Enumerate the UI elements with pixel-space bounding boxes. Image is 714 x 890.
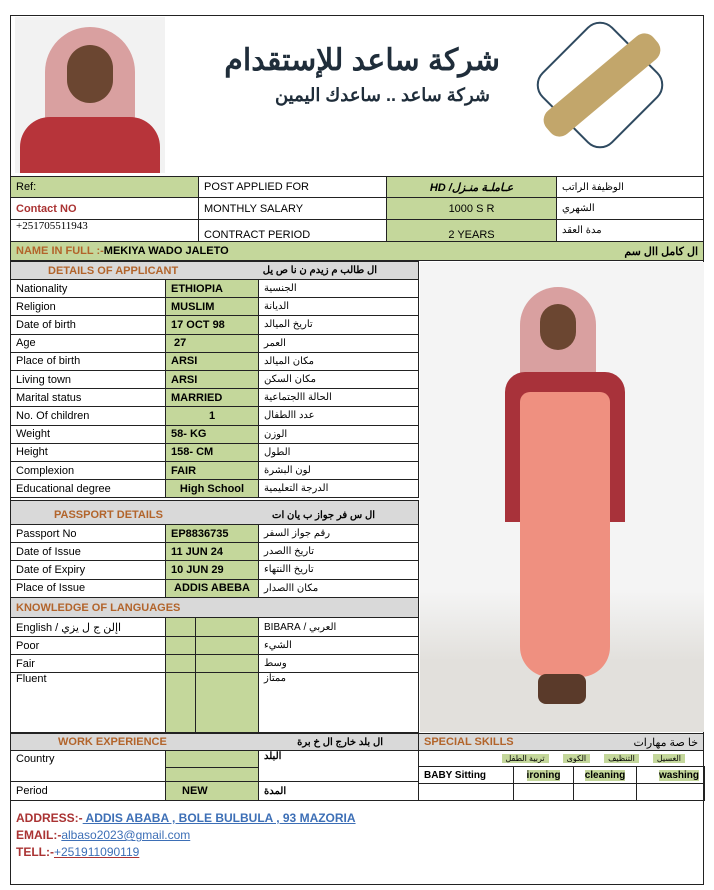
email-link[interactable]: albaso2023@gmail.com [61,828,191,842]
language-level-cell [165,654,196,673]
details-title: DETAILS OF APPLICANT [48,264,179,277]
work-header [10,733,419,751]
skill-check-cell [636,783,705,801]
row-ar: تاريخ االصدر [258,542,419,561]
logo-subtitle: شركة ساعد .. ساعدك اليمين [274,85,490,105]
row-value: 158- CM [165,443,259,462]
company-logo [180,25,700,145]
row-label: Religion [10,297,166,316]
post-applied-label: POST APPLIED FOR [198,176,387,198]
row-label: Date of birth [10,315,166,334]
address-label: ADDRESS:- [16,811,83,825]
row-label: Passport No [10,524,166,543]
footer-contact [16,810,356,861]
name-label: NAME IN FULL :- [16,245,104,257]
tel-label: TELL:- [16,845,54,859]
skill-baby-sitting [418,766,514,784]
language-level-cell [195,654,259,673]
contract-period-label: CONTRACT PERIOD [198,219,387,242]
row-label: Height [10,443,166,462]
language-label: Fluent [10,672,166,733]
row-value: ADDIS ABEBA [165,579,259,598]
language-ar: العربي / BIBARA [258,617,419,637]
contract-period-value: 2 YEARS [386,219,557,242]
email-line [16,827,356,844]
language-ar: ممتاز [258,672,419,733]
row-label: Date of Expiry [10,560,166,579]
name-row [10,241,704,261]
skill-ar-cleaning: التنظيف [604,754,639,763]
row-label: Date of Issue [10,542,166,561]
skill-label: washing [658,769,699,781]
row-value: 1 [165,406,259,425]
language-ar: الشيء [258,636,419,655]
row-ar: تاريخ االنتهاء [258,560,419,579]
row-ar: الديانة [258,297,419,316]
skill-ironing [513,766,574,784]
row-ar: الجنسية [258,279,419,298]
skill-washing [636,766,705,784]
passport-header [10,500,419,525]
row-value: ARSI [165,352,259,371]
skills-header [418,733,704,751]
skill-label: cleaning [584,769,626,781]
language-level-cell [165,636,196,655]
monthly-salary-value: 1000 S R [386,197,557,220]
contact-phone: +251705511943 [10,219,199,242]
skills-ar-row [418,750,704,767]
monthly-salary-ar: الشهري [556,197,704,220]
skills-title-ar: خا صة مهارات [633,736,698,749]
name-value: MEKIYA WADO JALETO [103,245,229,257]
contract-period-ar: مدة العقد [556,219,704,242]
row-label: Marital status [10,388,166,407]
country-value [165,750,259,768]
name-ar: ال كامل اال سم [624,245,698,258]
row-value: 27 [165,334,259,353]
email-label: EMAIL:- [16,828,62,842]
row-value: High School [165,479,259,498]
row-label: Age [10,334,166,353]
row-ar: العمر [258,334,419,353]
language-label: Fair [10,654,166,673]
row-value: 10 JUN 29 [165,560,259,579]
work-title-ar: ال بلد خارج ال خ برة [297,736,383,748]
applicant-full-photo [420,262,704,732]
skills-title: SPECIAL SKILLS [424,736,514,748]
details-title-ar: ال طالب م زيدم ن نا ص يل [262,265,377,276]
row-label: No. Of children [10,406,166,425]
row-value: 11 JUN 24 [165,542,259,561]
ref-label: Ref: [10,176,199,198]
language-level-cell [195,672,259,733]
row-ar: الوزن [258,425,419,444]
row-value: 58- KG [165,425,259,444]
row-ar: مكان االصدار [258,579,419,598]
period-ar: المدة [258,781,419,801]
row-ar: رقم جواز السفر [258,524,419,543]
languages-header [10,597,419,618]
row-ar: الدرجة التعليمية [258,479,419,498]
tel-line [16,844,356,861]
monthly-salary-label: MONTHLY SALARY [198,197,387,220]
address-value: ADDIS ABABA , BOLE BULBULA , 93 MAZORIA [82,811,356,825]
logo-title: شركة ساعد للإستقدام [224,44,500,77]
country-ar: البلد [258,750,419,782]
country-value-2 [165,767,259,782]
post-applied-ar: الوظيفة الراتب [556,176,704,198]
row-value: MARRIED [165,388,259,407]
language-ar: وسط [258,654,419,673]
language-level-cell [195,617,259,637]
row-ar: مكان الميالد [258,352,419,371]
passport-title-ar: ال س فر جواز ب يان ات [272,510,375,521]
row-value: MUSLIM [165,297,259,316]
language-level-cell [165,672,196,733]
row-value: FAIR [165,461,259,480]
row-ar: لون البشرة [258,461,419,480]
applicant-portrait-photo [15,17,165,173]
row-ar: الحالة االجتماعية [258,388,419,407]
row-value: ARSI [165,370,259,389]
skill-label: ironing [526,769,561,781]
language-level-cell [165,617,196,637]
contact-label: Contact NO [10,197,199,220]
tel-link[interactable]: +251911090119 [54,845,140,859]
row-label: Place of Issue [10,579,166,598]
row-ar: تاريخ الميالد [258,315,419,334]
skill-ar-washing: الغسيل [653,754,685,763]
passport-title: PASSPORT DETAILS [54,509,163,521]
skill-label: BABY Sitting [424,769,487,781]
address-line [16,810,356,827]
row-label: Weight [10,425,166,444]
work-title: WORK EXPERIENCE [58,736,167,748]
row-value: EP8836735 [165,524,259,543]
row-ar: الطول [258,443,419,462]
post-applied-value: HD /عـاملـة منـزل [386,176,557,198]
language-level-cell [195,636,259,655]
languages-title: KNOWLEDGE OF LANGUAGES [16,601,181,614]
row-ar: عدد االطفال [258,406,419,425]
row-label: Living town [10,370,166,389]
skill-ar-babysitting: تربية الطفل [502,754,549,763]
skill-ar-ironing: الكوى [563,754,590,763]
skill-check-cell [513,783,574,801]
skill-check-cell [418,783,514,801]
skill-check-cell [573,783,637,801]
row-ar: مكان السكن [258,370,419,389]
skill-cleaning [573,766,637,784]
row-label: Place of birth [10,352,166,371]
row-label: Complexion [10,461,166,480]
language-label: Poor [10,636,166,655]
row-value: ETHIOPIA [165,279,259,298]
country-label: Country [10,750,166,782]
row-label: Nationality [10,279,166,298]
language-label: English / اإلن ج ل يزي [10,617,166,637]
period-value: NEW [165,781,259,801]
details-header [10,261,419,280]
row-value: 17 OCT 98 [165,315,259,334]
row-label: Educational degree [10,479,166,498]
period-label: Period [10,781,166,801]
